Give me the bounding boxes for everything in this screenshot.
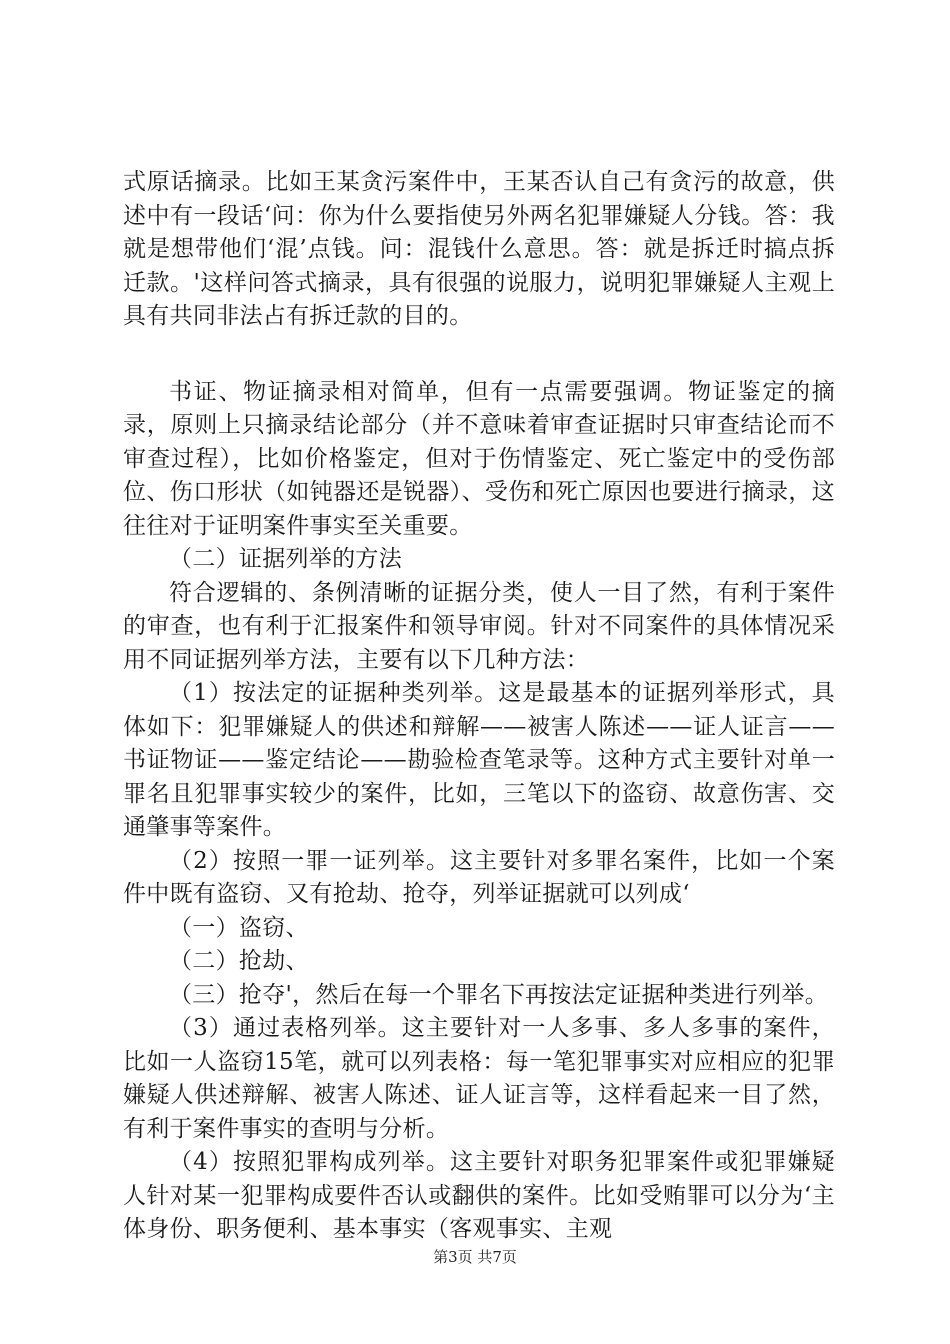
paragraph-intro: 符合逻辑的、条例清晰的证据分类，使人一目了然，有利于案件的审查，也有利于汇报案件和领导审阅。针对不同案件的具体情况采用不同证据列举方法，主要有以下几种方法： — [123, 579, 835, 673]
list-item-snatching: （三）抢夺'，然后在每一个罪名下再按法定证据种类进行列举。 — [169, 981, 829, 1008]
list-item-theft: （一）盗窃、 — [169, 914, 309, 941]
paragraph-method-4: （4）按照犯罪构成列举。这主要针对职务犯罪案件或犯罪嫌疑人针对某一犯罪构成要件否认或翻供的案件。比如受贿罪可以分为‘主体身份、职务便利、基本事实（客观事实、主观 — [123, 1149, 835, 1242]
section-heading: （二）证据列举的方法 — [169, 546, 402, 572]
paragraph-continuation: 式原话摘录。比如王某贪污案件中，王某否认自己有贪污的故意，供述中有一段话‘问：你为什么要指使另外两名犯罪嫌疑人分钱。答：我就是想带他们‘混’点钱。问：混钱什么意思。答：就是拆迁时搞点拆迁款。'这样问答式摘录，具有很强的说服力，说明犯罪嫌疑人主观上具有共同非法占有拆迁款的目的。 — [123, 169, 835, 329]
paragraph-method-2: （2）按照一罪一证列举。这主要针对多罪名案件，比如一个案件中既有盗窃、又有抢劫、抢夺，列举证据就可以列成‘ — [123, 847, 835, 907]
paragraph-method-3: （3）通过表格列举。这主要针对一人多事、多人多事的案件，比如一人盗窃15笔，就可以列表格：每一笔犯罪事实对应相应的犯罪嫌疑人供述辩解、被害人陈述、证人证言等，这样看起来一目了然，有利于案件事实的查明与分析。 — [123, 1015, 835, 1142]
document-body — [123, 166, 835, 1247]
paragraph-physical-evidence: 书证、物证摘录相对简单，但有一点需要强调。物证鉴定的摘录，原则上只摘录结论部分（并不意味着审查证据时只审查结论而不审查过程），比如价格鉴定，但对于伤情鉴定、死亡鉴定中的受伤部位、伤口形状（如钝器还是锐器）、受伤和死亡原因也要进行摘录，这往往对于证明案件事实至关重要。 — [123, 378, 835, 539]
list-item-robbery: （二）抢劫、 — [169, 948, 309, 974]
paragraph-gap — [123, 334, 835, 376]
paragraph-method-1: （1）按法定的证据种类列举。这是最基本的证据列举形式，具体如下：犯罪嫌疑人的供述和辩解——被害人陈述——证人证言——书证物证——鉴定结论——勘验检查笔录等。这种方式主要针对单一罪名且犯罪事实较少的案件，比如，三笔以下的盗窃、故意伤害、交通肇事等案件。 — [123, 680, 835, 840]
page-footer: 第3页 共7页 — [433, 1248, 517, 1266]
